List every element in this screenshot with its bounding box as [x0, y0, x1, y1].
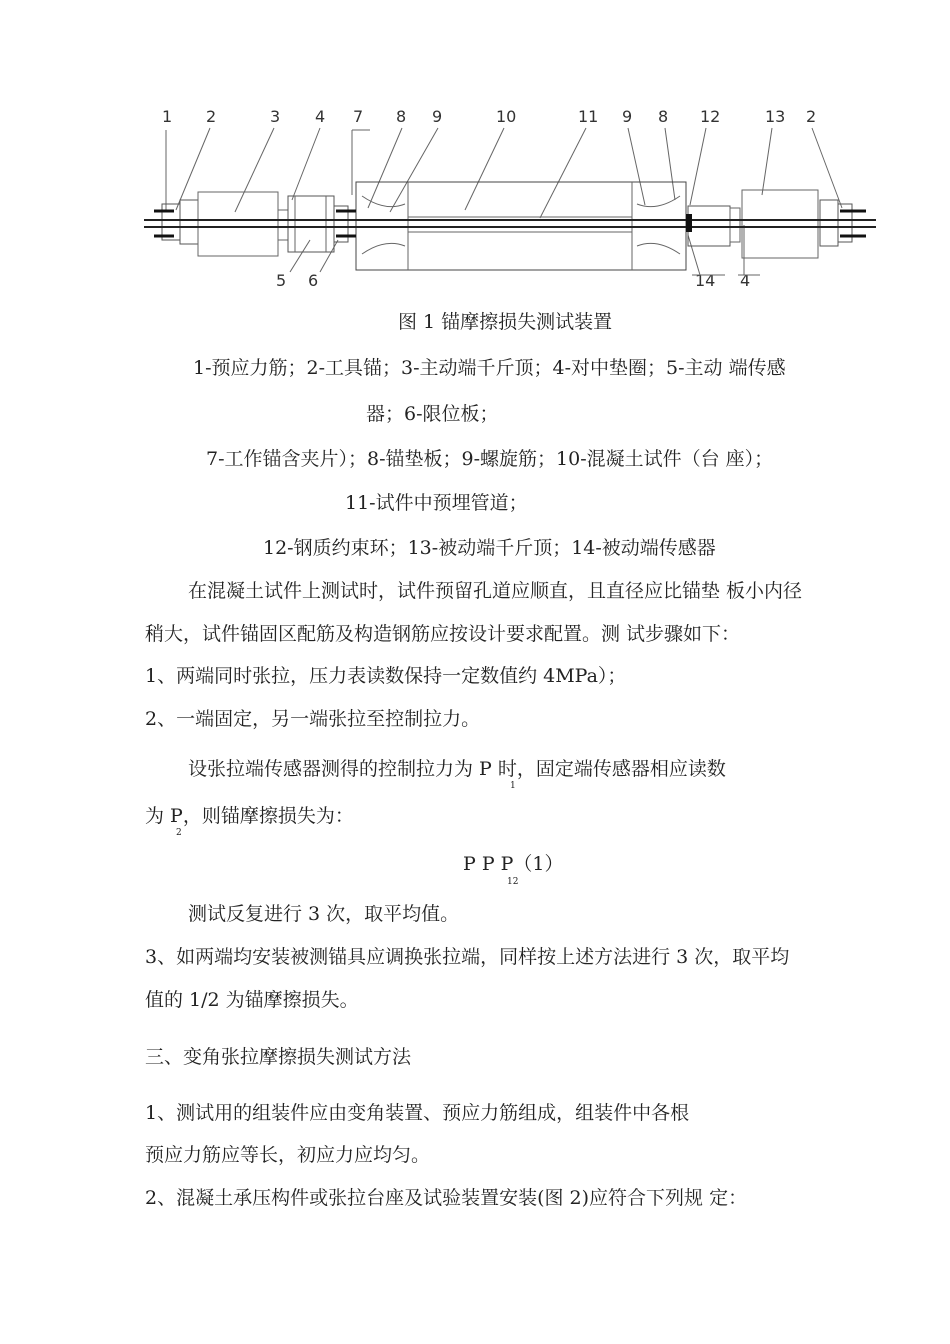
callout-label: 11	[578, 107, 599, 126]
callout-label: 6	[308, 271, 319, 290]
callout-label: 4	[315, 107, 326, 126]
callout-label: 7	[353, 107, 364, 126]
step-item: 值的 1/2 为锚摩擦损失。	[145, 989, 359, 1011]
figure-caption: 图 1 锚摩擦损失测试装置	[398, 311, 613, 333]
callout-label: 3	[270, 107, 281, 126]
subscript: 2	[176, 828, 182, 838]
callout-label: 9	[432, 107, 443, 126]
legend-line: 1-预应力筋；2-工具锚；3-主动端千斤顶；4-对中垫圈；5-主动 端传感	[193, 357, 786, 379]
formula: P P P（1）	[463, 853, 564, 875]
callout-label: 8	[396, 107, 407, 126]
callout-label: 14	[695, 271, 716, 290]
callout-label: 10	[496, 107, 517, 126]
body-paragraph: 1、测试用的组装件应由变角装置、预应力筋组成，组装件中各根	[145, 1102, 690, 1124]
anchor-friction-test-apparatus-diagram	[140, 100, 880, 300]
section-heading: 三、变角张拉摩擦损失测试方法	[145, 1046, 412, 1068]
body-paragraph: 稍大，试件锚固区配筋及构造钢筋应按设计要求配置。测 试步骤如下：	[145, 623, 741, 645]
subscript: 12	[507, 877, 519, 887]
callout-label: 12	[700, 107, 721, 126]
body-paragraph: 预应力筋应等长，初应力应均匀。	[145, 1144, 431, 1166]
step-item: 3、如两端均安装被测锚具应调换张拉端，同样按上述方法进行 3 次，取平均	[145, 946, 790, 968]
callout-label: 5	[276, 271, 287, 290]
legend-line: 12-钢质约束环；13-被动端千斤顶；14-被动端传感器	[263, 537, 716, 559]
callout-label: 9	[622, 107, 633, 126]
callout-label: 4	[740, 271, 751, 290]
callout-label: 8	[658, 107, 669, 126]
callout-label: 2	[206, 107, 217, 126]
callout-label: 13	[765, 107, 786, 126]
callout-label: 2	[806, 107, 817, 126]
legend-line: 11-试件中预埋管道；	[345, 492, 528, 514]
callout-label: 1	[162, 107, 173, 126]
body-paragraph: 为 P，则锚摩擦损失为：	[145, 805, 354, 827]
legend-line: 7-工作锚含夹片）；8-锚垫板；9-螺旋筋；10-混凝土试件（台 座）；	[206, 448, 774, 470]
body-paragraph: 2、混凝土承压构件或张拉台座及试验装置安装(图 2)应符合下列规 定：	[145, 1187, 748, 1209]
step-item: 1、两端同时张拉，压力表读数保持一定数值约 4MPa）；	[145, 665, 627, 687]
body-paragraph: 设张拉端传感器测得的控制拉力为 P 时，固定端传感器相应读数	[188, 758, 726, 780]
body-paragraph: 在混凝土试件上测试时，试件预留孔道应顺直，且直径应比锚垫 板小内径	[188, 580, 803, 602]
body-paragraph: 测试反复进行 3 次，取平均值。	[188, 903, 460, 925]
legend-line: 器；6-限位板；	[366, 403, 499, 425]
subscript: 1	[510, 781, 516, 791]
step-item: 2、一端固定，另一端张拉至控制拉力。	[145, 708, 481, 730]
